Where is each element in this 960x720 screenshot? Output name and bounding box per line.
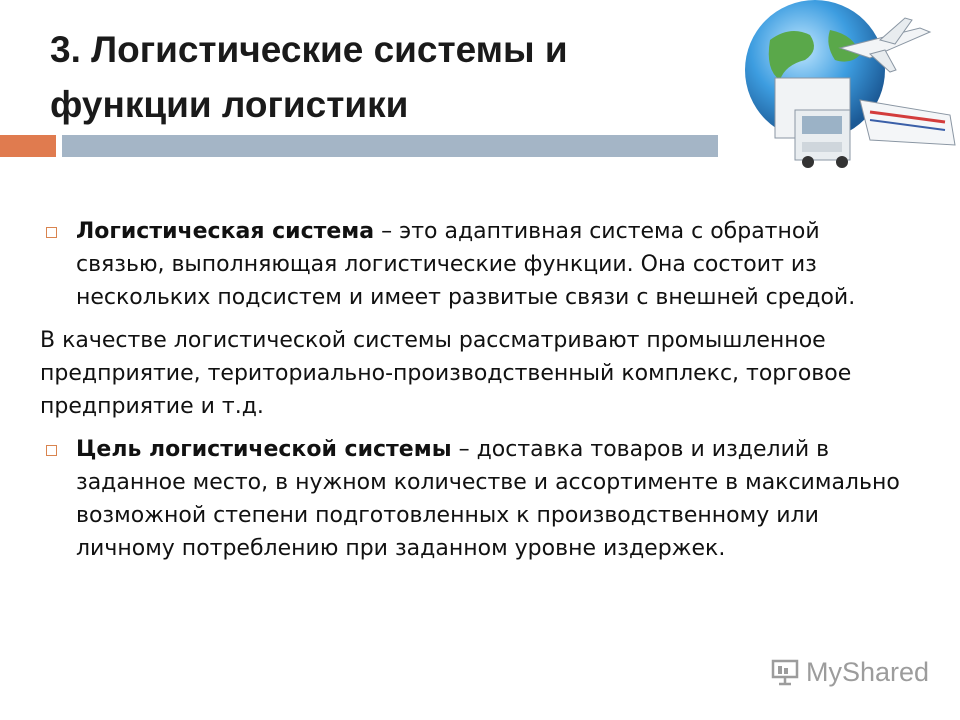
slide-content [40, 215, 900, 575]
slide-title: 3. Логистические системы и функции логистики [50, 29, 568, 125]
myshared-watermark [770, 652, 940, 692]
bullet-system-goal [40, 433, 900, 565]
presentation-board-icon [770, 657, 800, 687]
bullet-logistics-system [40, 215, 900, 314]
definition-logistics-system: – это адаптивная система с обратной связью, выполняющая логистические функции. Она состоит из нескольких подсистем и имеет развитые связи с внешней средой. [76, 219, 856, 310]
definition-system-goal: – доставка товаров и изделий в заданное место, в нужном количестве и ассортименте в максимально возможной степени подготовленных к производственному или личному потреблению при заданном уровне издержек. [76, 437, 900, 561]
globe-airplane-truck-train-icon [720, 0, 960, 170]
term-logistics-system: Логистическая система [76, 219, 375, 244]
watermark-logo-text: MyShared [806, 656, 930, 687]
square-bullet-icon [46, 445, 57, 456]
term-system-goal: Цель логистической системы [76, 437, 452, 462]
examples-paragraph: В качестве логистической системы рассматривают промышленное предприятие, териториально-производственный комплекс, торговое предприятие и т.д. [40, 328, 852, 419]
square-bullet-icon [46, 227, 57, 238]
logistics-hero-image [720, 0, 960, 170]
title-accent-bar-blue [62, 135, 718, 157]
title-accent-bar-orange [0, 135, 56, 157]
